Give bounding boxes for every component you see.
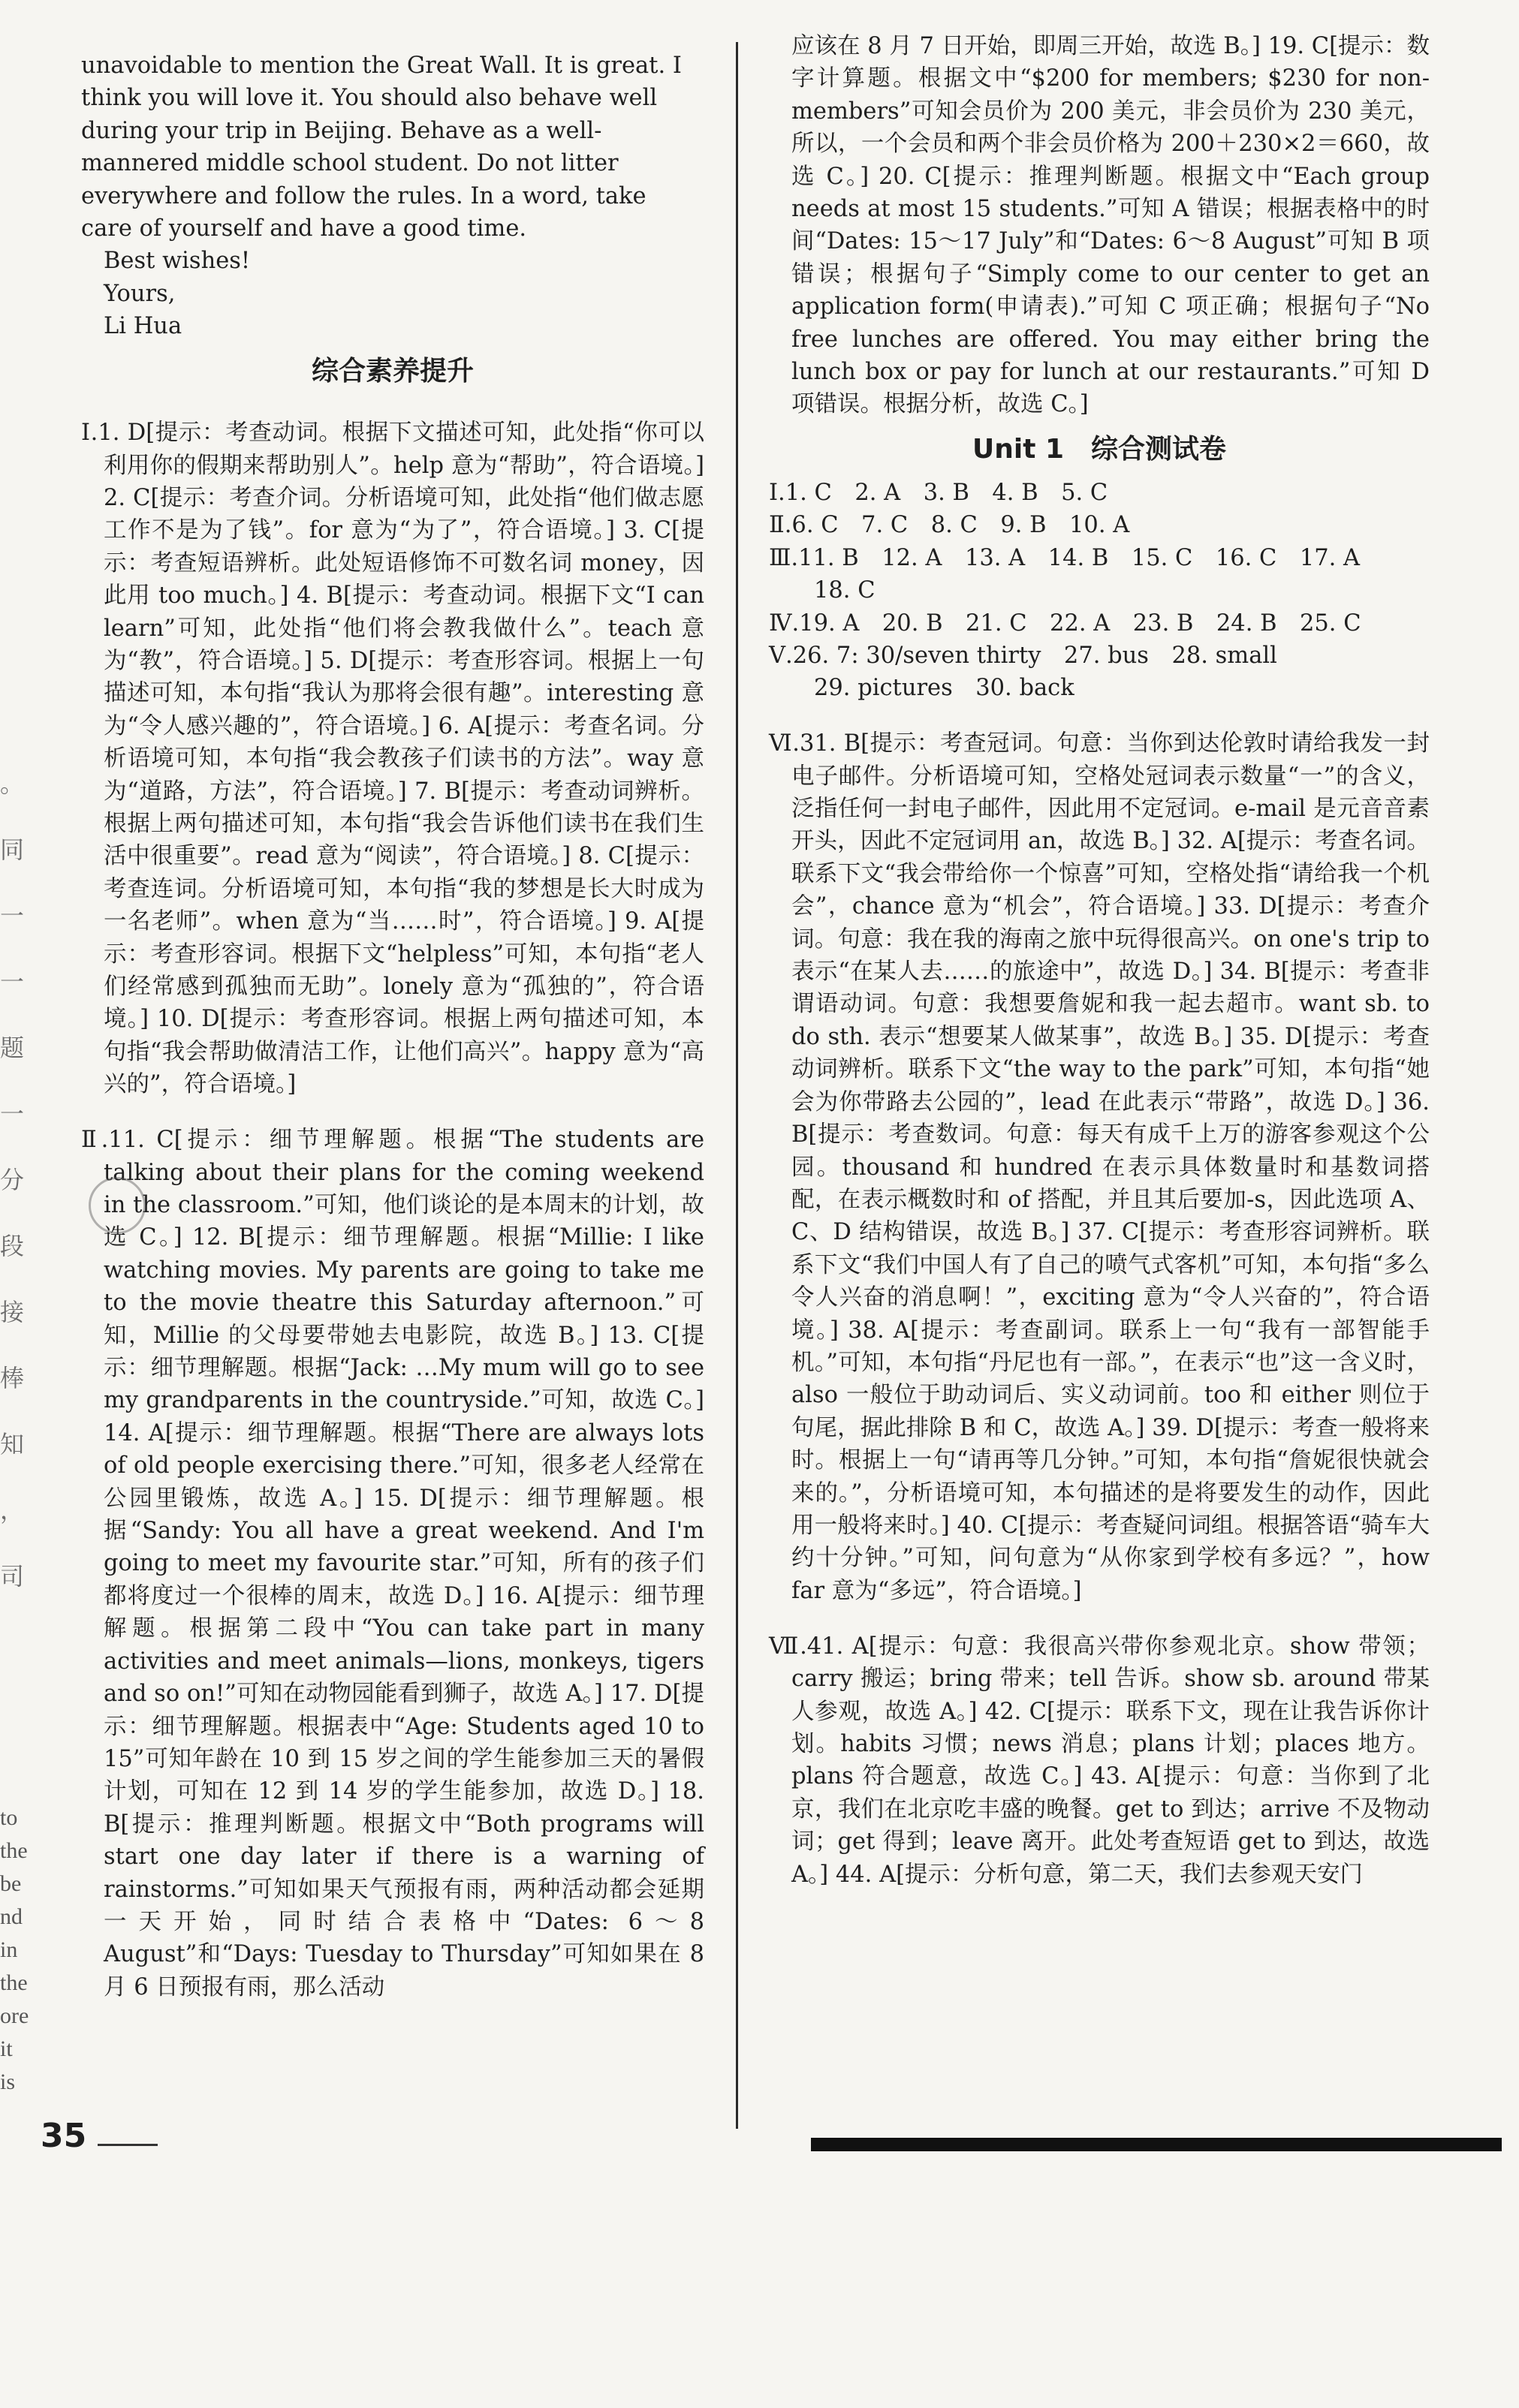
bleed-char: 段: [0, 1232, 25, 1260]
answer-explanations-left: [81, 417, 704, 2003]
faint-seal-stamp: [89, 1177, 146, 1234]
section-title-comprehensive: 综合素养提升: [311, 355, 474, 387]
letter-signature: Li Hua: [104, 313, 182, 340]
adjacent-page-bleed: [0, 751, 30, 1609]
bleed-word: is: [0, 2069, 16, 2094]
bleed-word: in: [0, 1937, 18, 1962]
letter-line: everywhere and follow the rules. In a word, take: [81, 182, 646, 209]
letter-line: unavoidable to mention the Great Wall. It is great. I: [81, 53, 682, 79]
bleed-char: 一: [0, 1100, 25, 1128]
page-number-rule: [98, 2144, 158, 2146]
answer-block-section-2: Ⅱ.11. C[提示：细节理解题。根据“The students are talking about their plans for the coming weekend in the classroom.”可知，他们谈论的是本周末的计划，故选 C。] 12. B[提示：细节理解题。根据“Millie: I like watching movies. My parents are going to take me to the movie theatre this Saturday afternoon.”可知，Millie 的父母要带她去电影院，故选 B。] 13. C[提示：细节理解题。根据“Jack: …My mum will go to see my grandparents in the countryside.”可知，故选 C。] 14. A[提示：细节理解题。根据“There are always lots of old people exercising there.”可知，很多老人经常在公园里锻炼，故选 A。] 15. D[提示：细节理解题。根据“Sandy: You all have a great weekend. And I'm going to meet my favourite star.”可知，所有的孩子们都将度过一个很棒的周末，故选 D。] 16. A[提示：细节理解题。根据第二段中“You can take part in many activities and meet animals—lions, monkeys, tigers and so on!”可知在动物园能看到狮子，故选 A。] 17. D[提示：细节理解题。根据表中“Age: Students aged 10 to 15”可知年龄在 10 到 15 岁之间的学生能参加三天的暑假计划，可知在 12 到 14 岁的学生能参加，故选 D。] 18. B[提示：推理判断题。根据文中“Both programs will start one day later if there is a warning of rainstorms.”可知如果天气预报有雨，两种活动都会延期一天开始，同时结合表格中“Dates: 6～8 August”和“Days: Tuesday to Thursday”可知如果在 8 月 6 日预报有雨，那么活动: [81, 1127, 704, 2000]
bleed-char: ，: [0, 1496, 25, 1525]
bleed-char: 同: [0, 835, 25, 864]
bleed-char: 知: [0, 1430, 25, 1458]
answer-row: Ⅴ.26. 7: 30/seven thirty 27. bus 28. small: [769, 642, 1277, 669]
left-column: [81, 50, 704, 2027]
adjacent-page-bleed-lower: [0, 1801, 30, 2099]
right-column: [769, 30, 1430, 1913]
answer-row: 29. pictures 30. back: [814, 675, 1074, 702]
letter-line: think you will love it. You should also behave well: [81, 85, 658, 112]
bleed-word: ore: [0, 2003, 29, 2028]
answer-row: 18. C: [814, 577, 876, 604]
answer-row: Ⅲ.11. B 12. A 13. A 14. B 15. C 16. C 17. A: [769, 544, 1361, 571]
page-number: 35: [41, 2117, 87, 2155]
answer-explanations-right: [769, 727, 1430, 1891]
letter-closing: Best wishes!: [104, 248, 251, 275]
unit-test-title: Unit 1 综合测试卷: [972, 433, 1226, 465]
answer-block-section-6: Ⅵ.31. B[提示：考查冠词。句意：当你到达伦敦时请给我发一封电子邮件。分析语境可知，空格处冠词表示数量“一”的含义，泛指任何一封电子邮件，因此用不定冠词。e-mail 是元音音素开头，因此不定冠词用 an，故选 B。] 32. A[提示：考查名词。联系下文“我会带给你一个惊喜”可知，空格处指“请给我一个机会”，chance 意为“机会”，符合语境。] 33. D[提示：考查介词。句意：我在我的海南之旅中玩得很高兴。on one's trip to 表示“在某人去……的旅途中”，故选 D。] 34. B[提示：考查非谓语动词。句意：我想要詹妮和我一起去超市。want sb. to do sth. 表示“想要某人做某事”，故选 B。] 35. D[提示：考查动词辨析。联系下文“the way to the park”可知，本句指“她会为你带路去公园的”，lead 在此表示“带路”，故选 D。] 36. B[提示：考查数词。句意：每天有成千上万的游客参观这个公园。thousand 和 hundred 在表示具体数量时和基数词搭配，在表示概数时和 of 搭配，并且其后要加-s，因此选项 A、C、D 结构错误，故选 B。] 37. C[提示：考查形容词辨析。联系下文“我们中国人有了自己的喷气式客机”可知，本句指“多么令人兴奋的消息啊！”，exciting 意为“令人兴奋的”，符合语境。] 38. A[提示：考查副词。联系上一句“我有一部智能手机。”可知，本句指“丹尼也有一部。”，在表示“也”这一含义时，also 一般位于助动词后、实义动词前。too 和 either 则位于句尾，据此排除 B 和 C，故选 A。] 39. D[提示：考查一般将来时。根据上一句“请再等几分钟。”可知，本句指“詹妮很快就会来的。”，分析语境可知，本句描述的是将要发生的动作，因此用一般将来时。] 40. C[提示：考查疑问词组。根据答语“骑车大约十分钟。”可知，问句意为“从你家到学校有多远？”，how far 意为“多远”，符合语境。]: [769, 730, 1430, 1604]
bleed-char: 一: [0, 968, 25, 996]
answer-block-section-1: Ⅰ.1. D[提示：考查动词。根据下文描述可知，此处指“你可以利用你的假期来帮助别人”。help 意为“帮助”，符合语境。] 2. C[提示：考查介词。分析语境可知，此处指“他们做志愿工作不是为了钱”。for 意为“为了”，符合语境。] 3. C[提示：考查短语辨析。此处短语修饰不可数名词 money，因此用 too much。] 4. B[提示：考查动词。根据下文“I can learn”可知，此处指“他们将会教我做什么”。teach 意为“教”，符合语境。] 5. D[提示：考查形容词。根据上一句描述可知，本句指“我认为那将会很有趣”。interesting 意为“令人感兴趣的”，符合语境。] 6. A[提示：考查名词。分析语境可知，本句指“我会教孩子们读书的方法”。way 意为“道路，方法”，符合语境。] 7. B[提示：考查动词辨析。根据上两句描述可知，本句指“我会告诉他们读书在我们生活中很重要”。read 意为“阅读”，符合语境。] 8. C[提示：考查连词。分析语境可知，本句指“我的梦想是长大时成为一名老师”。when 意为“当……时”，符合语境。] 9. A[提示：考查形容词。根据下文“helpless”可知，本句指“老人们经常感到孤独而无助”。lonely 意为“孤独的”，符合语境。] 10. D[提示：考查形容词。根据上两句描述可知，本句指“我会帮助做清洁工作，让他们高兴”。happy 意为“高兴的”，符合语境。]: [81, 420, 704, 1098]
letter-body: [81, 50, 704, 343]
column-divider: [736, 42, 738, 2129]
continued-explanations: 应该在 8 月 7 日开始，即周三开始，故选 B。] 19. C[提示：数字计算题。根据文中“$200 for members; $230 for non-members”可知会员价为 200 美元，非会员价为 230 美元，所以，一个会员和两个非会员价格为 200＋230×2＝660，故选 C。] 20. C[提示：推理判断题。根据文中“Each group needs at most 15 students.”可知 A 错误；根据表格中的时间“Dates: 15～17 July”和“Dates: 6～8 August”可知 B 项错误；根据句子“Simply come to our center to get an application form(申请表).”可知 C 项正确；根据句子“No free lunches are offered. You may either bring the lunch box or pay for lunch at our restaurants.”可知 D 项错误。根据分析，故选 C。]: [791, 33, 1430, 418]
bleed-char: 接: [0, 1298, 25, 1326]
answer-row: Ⅰ.1. C 2. A 3. B 4. B 5. C: [769, 479, 1108, 506]
bleed-char: 司: [0, 1562, 25, 1591]
answer-row: Ⅱ.6. C 7. C 8. C 9. B 10. A: [769, 512, 1130, 539]
bleed-word: the: [0, 1838, 28, 1863]
bleed-char: 题: [0, 1034, 25, 1062]
letter-line: during your trip in Beijing. Behave as a well-: [81, 117, 602, 144]
bleed-word: to: [0, 1805, 18, 1830]
bleed-char: 。: [0, 769, 25, 798]
bleed-word: it: [0, 2036, 13, 2061]
bleed-char: 棒: [0, 1364, 25, 1392]
answer-block-section-7: Ⅶ.41. A[提示：句意：我很高兴带你参观北京。show 带领；carry 搬运；bring 带来；tell 告诉。show sb. around 带某人参观，故选 A。] 42. C[提示：联系下文，现在让我告诉你计划。habits 习惯；news 消息；plans 计划；places 地方。plans 符合题意，故选 C。] 43. A[提示：句意：当你到了北京，我们在北京吃丰盛的晚餐。get to 到达；arrive 不及物动词；get 得到；leave 离开。此处考查短语 get to 到达，故选 A。] 44. A[提示：分析句意，第二天，我们去参观天安门: [769, 1633, 1430, 1888]
quick-answer-key: [769, 477, 1430, 705]
bleed-char: 分: [0, 1166, 25, 1194]
bleed-word: be: [0, 1871, 22, 1896]
bottom-rule: [811, 2138, 1502, 2151]
bleed-word: the: [0, 1970, 28, 1995]
answer-row: Ⅳ.19. A 20. B 21. C 22. A 23. B 24. B 25. C: [769, 610, 1361, 637]
bleed-char: 一: [0, 901, 25, 930]
bleed-word: nd: [0, 1904, 23, 1929]
letter-line: care of yourself and have a good time.: [81, 215, 527, 242]
letter-line: mannered middle school student. Do not litter: [81, 150, 619, 177]
letter-sign-off: Yours,: [104, 280, 176, 307]
